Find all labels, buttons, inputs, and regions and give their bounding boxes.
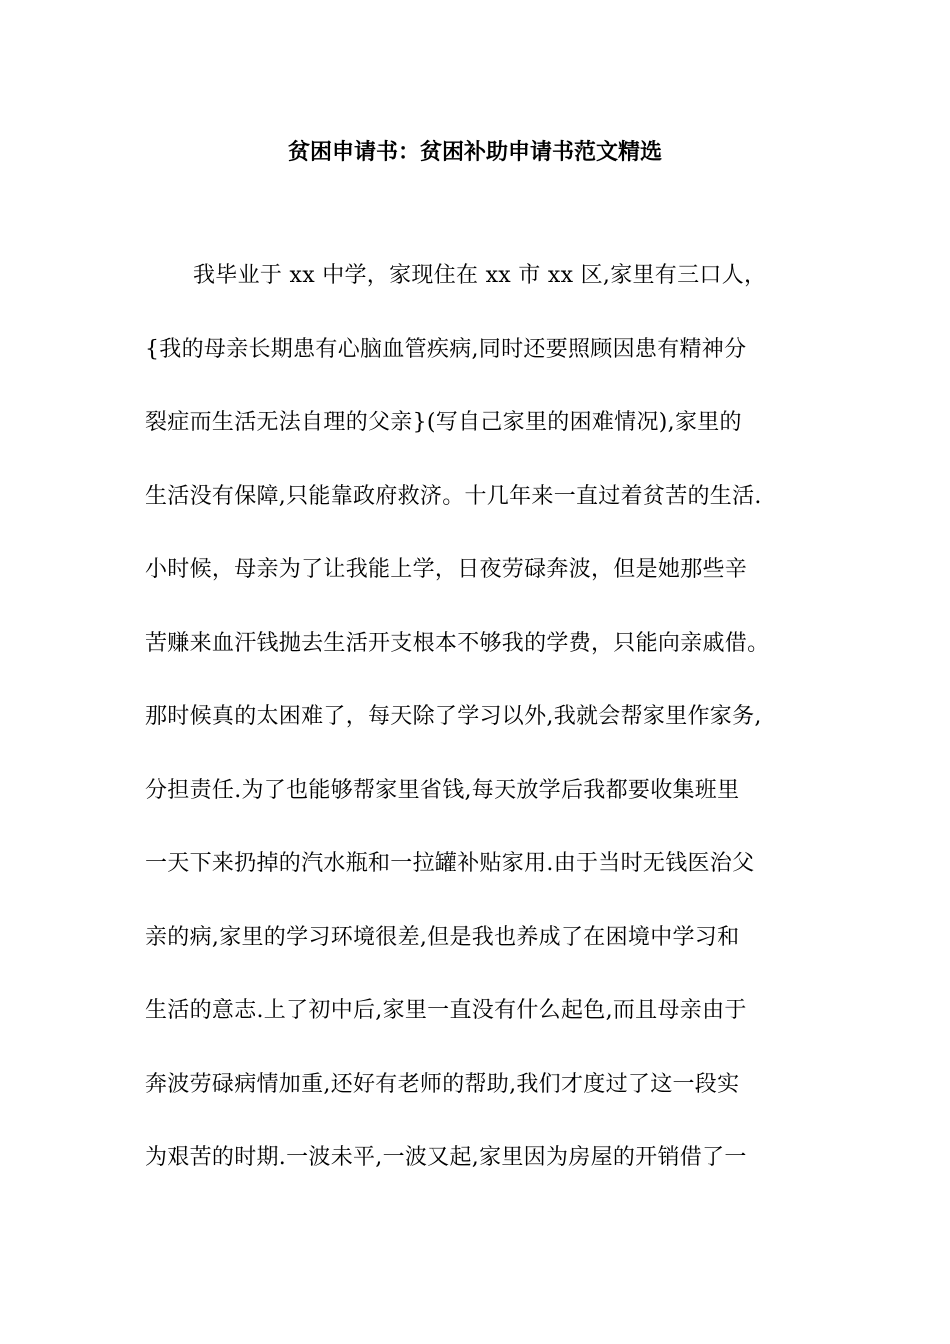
body-line: 奔波劳碌病情加重,还好有老师的帮助,我们才度过了这一段实: [145, 1071, 740, 1097]
body-line: 苦赚来血汗钱抛去生活开支根本不够我的学费，只能向亲戚借。: [145, 630, 770, 656]
body-line: 那时候真的太困难了，每天除了学习以外,我就会帮家里作家务,: [145, 704, 762, 729]
body-line: 分担责任.为了也能够帮家里省钱,每天放学后我都要收集班里: [145, 777, 740, 803]
document-title: 贫困申请书：贫困补助申请书范文精选: [287, 140, 662, 165]
body-line: 我毕业于 xx 中学，家现住在 xx 市 xx 区,家里有三口人，: [193, 263, 767, 288]
body-line: 裂症而生活无法自理的父亲}(写自己家里的困难情况),家里的: [145, 410, 742, 435]
document-body: [145, 254, 825, 1210]
body-line: 生活没有保障,只能靠政府救济。十几年来一直过着贫苦的生活.: [145, 483, 762, 509]
body-line: 为艰苦的时期.一波未平,一波又起,家里因为房屋的开销借了一: [145, 1145, 747, 1170]
body-line: 生活的意志.上了初中后,家里一直没有什么起色,而且母亲由于: [145, 998, 747, 1023]
body-line: 一天下来扔掉的汽水瓶和一拉罐补贴家用.由于当时无钱医治父: [145, 851, 755, 876]
body-line: {我的母亲长期患有心脑血管疾病,同时还要照顾因患有精神分: [145, 336, 747, 362]
body-line: 亲的病,家里的学习环境很差,但是我也养成了在困境中学习和: [145, 924, 740, 950]
body-line: 小时候，母亲为了让我能上学，日夜劳碌奔波，但是她那些辛: [145, 557, 748, 582]
